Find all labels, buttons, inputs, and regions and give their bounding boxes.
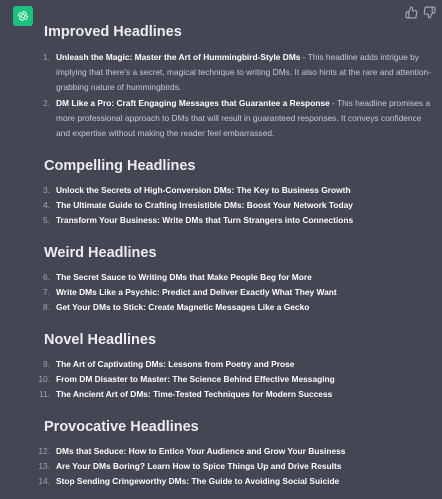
headline-title: DM Like a Pro: Craft Engaging Messages that Guarantee a Response: [56, 98, 330, 108]
section-heading: Provocative Headlines: [44, 419, 199, 435]
chatgpt-logo-icon: [16, 9, 30, 23]
headline-title: Unleash the Magic: Master the Art of Hummingbird-Style DMs: [56, 52, 301, 62]
headline-title: Get Your DMs to Stick: Create Magnetic Messages Like a Gecko: [56, 302, 310, 312]
item-number: 11.: [38, 389, 50, 399]
headline-list: [44, 50, 434, 141]
headline-description: - This headline promises a more professional approach to DMs that will result in guaranteed responses. It conveys confidence and expertise without making the reader feel embarrassed.: [56, 98, 431, 138]
list-item: [44, 357, 434, 372]
section-compelling-headlines: [44, 155, 434, 228]
list-item: [38, 387, 434, 402]
list-item: [38, 372, 434, 387]
list-item: [44, 213, 434, 228]
message-actions: [405, 6, 436, 19]
section-heading: Improved Headlines: [44, 24, 182, 40]
section-weird-headlines: [44, 242, 434, 315]
section-improved-headlines: [44, 21, 434, 141]
list-item: [44, 300, 434, 315]
list-item: [44, 198, 434, 213]
headline-title: Unlock the Secrets of High-Conversion DMs: The Key to Business Growth: [56, 185, 351, 195]
list-item: [44, 285, 434, 300]
headline-list: [44, 270, 434, 315]
headline-description: - This headline adds intrigue by implying that there's a secret, magical technique to writing DMs. It also hints at the rare and attention-grabbing nature of hummingbirds.: [56, 52, 431, 92]
item-number: 10.: [38, 374, 50, 384]
headline-title: Are Your DMs Boring? Learn How to Spice Things Up and Drive Results: [56, 461, 342, 471]
item-number: 2.: [43, 98, 50, 108]
item-number: 14.: [38, 476, 50, 486]
headline-title: Write DMs Like a Psychic: Predict and Deliver Exactly What They Want: [56, 287, 337, 297]
headline-title: DMs that Seduce: How to Entice Your Audience and Grow Your Business: [56, 446, 346, 456]
assistant-message: [38, 21, 434, 489]
item-number: 8.: [43, 302, 50, 312]
item-number: 6.: [43, 272, 50, 282]
section-heading: Weird Headlines: [44, 245, 157, 261]
headline-title: From DM Disaster to Master: The Science Behind Effective Messaging: [56, 374, 335, 384]
item-number: 3.: [43, 185, 50, 195]
list-item: [44, 50, 434, 95]
headline-title: The Secret Sauce to Writing DMs that Make People Beg for More: [56, 272, 312, 282]
headline-title: The Ultimate Guide to Crafting Irresistible DMs: Boost Your Network Today: [56, 200, 353, 210]
section-provocative-headlines: [38, 416, 434, 489]
assistant-avatar: [13, 6, 33, 26]
list-item: [38, 474, 434, 489]
headline-list: [44, 183, 434, 228]
item-number: 5.: [43, 215, 50, 225]
item-number: 13.: [38, 461, 50, 471]
item-number: 9.: [43, 359, 50, 369]
list-item: [38, 444, 434, 459]
section-heading: Compelling Headlines: [44, 158, 196, 174]
item-number: 7.: [43, 287, 50, 297]
section-heading: Novel Headlines: [44, 332, 157, 348]
thumbs-down-icon[interactable]: [423, 6, 436, 19]
list-item: [38, 459, 434, 474]
headline-title: Transform Your Business: Write DMs that Turn Strangers into Connections: [56, 215, 354, 225]
list-item: [44, 96, 434, 141]
headline-title: Stop Sending Cringeworthy DMs: The Guide to Avoiding Social Suicide: [56, 476, 340, 486]
headline-title: The Ancient Art of DMs: Time-Tested Techniques for Modern Success: [56, 389, 333, 399]
item-number: 12.: [38, 446, 50, 456]
headline-list: [38, 357, 434, 402]
list-item: [44, 183, 434, 198]
item-number: 4.: [43, 200, 50, 210]
headline-list: [38, 444, 434, 489]
headline-title: The Art of Captivating DMs: Lessons from Poetry and Prose: [56, 359, 295, 369]
section-novel-headlines: [38, 329, 434, 402]
thumbs-up-icon[interactable]: [405, 6, 418, 19]
item-number: 1.: [43, 52, 50, 62]
list-item: [44, 270, 434, 285]
